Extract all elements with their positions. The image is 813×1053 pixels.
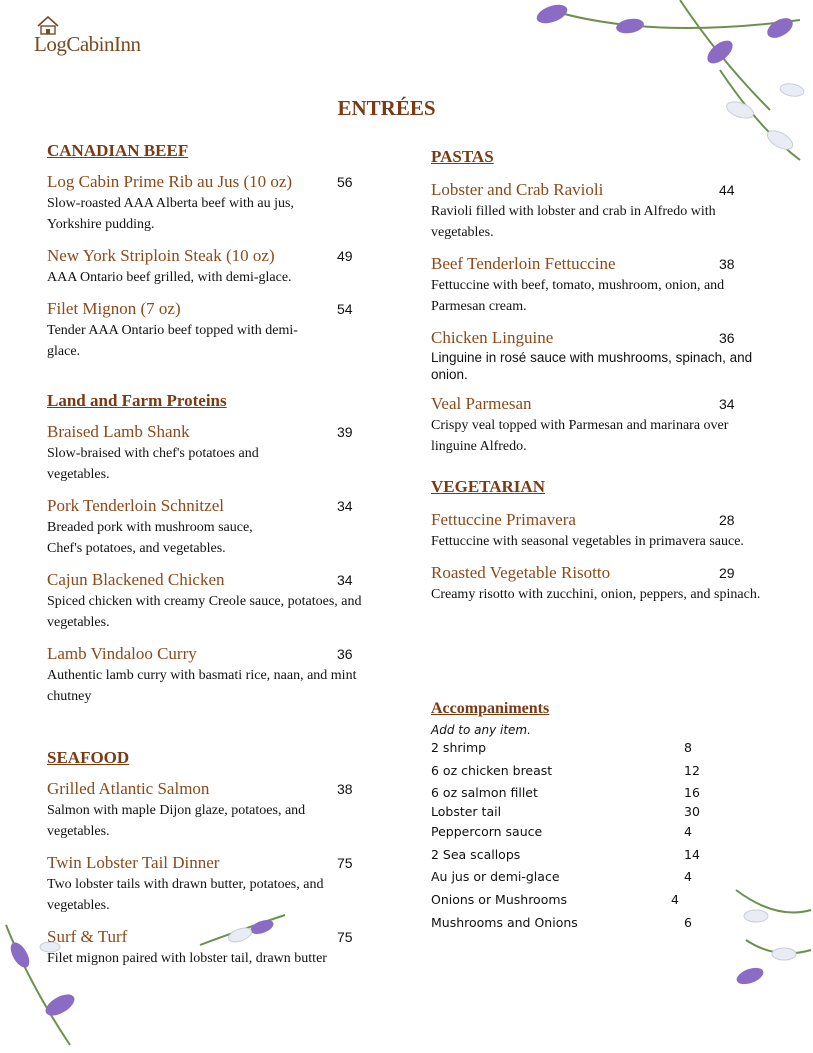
accompaniments-section <box>431 698 731 937</box>
item-name: Braised Lamb Shank <box>47 422 190 441</box>
item-name: Cajun Blackened Chicken <box>47 570 225 589</box>
crocus-flower-icon <box>726 880 813 1000</box>
item-description: Authentic lamb curry with basmati rice, naan, and mint chutney <box>47 668 357 704</box>
item-name: Fettuccine Primavera <box>431 510 576 529</box>
item-price: 34 <box>337 572 353 588</box>
item-description: Ravioli filled with lobster and crab in Alfredo with vegetables. <box>431 204 716 240</box>
item-price: 36 <box>337 646 353 662</box>
menu-item <box>431 327 776 383</box>
item-name: Filet Mignon (7 oz) <box>47 299 181 318</box>
left-column <box>47 140 387 969</box>
item-price: 29 <box>719 565 735 581</box>
item-name: Grilled Atlantic Salmon <box>47 779 210 798</box>
item-description: Spiced chicken with creamy Creole sauce, potatoes, and vegetables. <box>47 594 362 630</box>
logo-text: LogCabinInn <box>34 32 141 56</box>
section-heading-pastas: PASTAS <box>431 147 494 166</box>
menu-item <box>47 421 387 485</box>
accompaniment-row <box>431 915 731 938</box>
item-name: Veal Parmesan <box>431 394 532 413</box>
menu-item <box>431 179 776 243</box>
item-name: Twin Lobster Tail Dinner <box>47 853 220 872</box>
item-name: Lobster and Crab Ravioli <box>431 180 604 199</box>
item-name: Chicken Linguine <box>431 328 554 347</box>
section-heading-accompaniments: Accompaniments <box>431 700 550 717</box>
accompaniment-row <box>431 740 731 763</box>
item-description: Creamy risotto with zucchini, onion, peppers, and spinach. <box>431 587 761 602</box>
item-price: 36 <box>719 330 735 346</box>
item-price: 28 <box>719 512 735 528</box>
accompaniment-price: 6 <box>684 914 692 930</box>
item-name: Roasted Vegetable Risotto <box>431 563 611 582</box>
item-price: 34 <box>719 396 735 412</box>
accompaniment-name: Au jus or demi-glace <box>431 869 560 885</box>
accompaniment-price: 4 <box>684 869 692 885</box>
menu-item <box>431 253 776 317</box>
accompaniment-price: 30 <box>684 804 700 820</box>
accompaniment-name: 2 Sea scallops <box>431 846 521 862</box>
accompaniment-price: 14 <box>684 846 700 862</box>
item-price: 38 <box>719 256 735 272</box>
item-price: 54 <box>337 301 353 317</box>
item-name: Lamb Vindaloo Curry <box>47 644 197 663</box>
item-name: Log Cabin Prime Rib au Jus (10 oz) <box>47 172 293 191</box>
accompaniment-name: Onions or Mushrooms <box>431 891 568 907</box>
item-name: Pork Tenderloin Schnitzel <box>47 496 224 515</box>
item-price: 49 <box>337 248 353 264</box>
accompaniment-row <box>431 804 731 824</box>
item-description: Linguine in rosé sauce with mushrooms, spinach, and onion. <box>431 350 753 382</box>
item-description: Tender AAA Ontario beef topped with demi-glace. <box>47 323 298 359</box>
accompaniment-price: 4 <box>671 891 679 907</box>
item-description: Slow-braised with chef's potatoes and vegetables. <box>47 446 259 482</box>
menu-item <box>431 509 776 552</box>
accompaniment-price: 4 <box>684 824 692 840</box>
item-description: Fettuccine with beef, tomato, mushroom, onion, and Parmesan cream. <box>431 278 725 314</box>
accompaniment-name: Mushrooms and Onions <box>431 914 578 930</box>
accompaniment-name: 6 oz salmon fillet <box>431 785 538 801</box>
menu-item <box>47 852 387 916</box>
accompaniment-name: 2 shrimp <box>431 740 487 755</box>
accompaniment-row <box>431 869 731 892</box>
item-price: 38 <box>337 781 353 797</box>
accompaniments-note: Add to any item. <box>431 723 531 737</box>
menu-item <box>47 569 387 633</box>
item-description: Breaded pork with mushroom sauce, Chef's potatoes, and vegetables. <box>47 520 253 556</box>
accompaniment-row <box>431 785 731 804</box>
section-heading-land-and-farm-proteins: Land and Farm Proteins <box>47 391 227 410</box>
accompaniment-price: 12 <box>684 762 700 778</box>
item-description: Two lobster tails with drawn butter, potatoes, and vegetables. <box>47 877 324 913</box>
item-price: 75 <box>337 855 353 871</box>
item-price: 44 <box>719 182 735 198</box>
menu-item <box>47 245 387 288</box>
item-description: Filet mignon paired with lobster tail, drawn butter <box>47 951 327 966</box>
menu-item <box>47 171 387 235</box>
item-description: AAA Ontario beef grilled, with demi-glace. <box>47 270 292 285</box>
menu-item <box>47 298 387 362</box>
accompaniment-name: Lobster tail <box>431 804 502 820</box>
menu-item <box>47 778 387 842</box>
accompaniment-row <box>431 763 731 786</box>
menu-item <box>431 562 776 605</box>
item-price: 34 <box>337 498 353 514</box>
item-description: Fettuccine with seasonal vegetables in primavera sauce. <box>431 534 744 549</box>
menu-item <box>431 393 776 457</box>
log-cabin-inn-logo <box>34 14 154 62</box>
section-heading-seafood: SEAFOOD <box>47 748 130 767</box>
section-heading-canadian-beef: CANADIAN BEEF <box>47 141 189 160</box>
accompaniment-name: Peppercorn sauce <box>431 824 543 840</box>
item-name: Beef Tenderloin Fettuccine <box>431 254 616 273</box>
item-price: 39 <box>337 424 353 440</box>
menu-item <box>47 926 387 969</box>
item-price: 75 <box>337 929 353 945</box>
menu-item <box>47 643 387 707</box>
accompaniment-price: 16 <box>684 785 700 801</box>
item-description: Salmon with maple Dijon glaze, potatoes, and vegetables. <box>47 803 306 839</box>
accompaniment-row <box>431 892 731 915</box>
item-name: New York Striploin Steak (10 oz) <box>47 246 275 265</box>
item-description: Crispy veal topped with Parmesan and marinara over linguine Alfredo. <box>431 418 729 454</box>
section-heading-vegetarian: VEGETARIAN <box>431 477 545 496</box>
menu-item <box>47 495 387 559</box>
page-title: ENTRÉES <box>337 96 436 120</box>
accompaniment-name: 6 oz chicken breast <box>431 762 553 778</box>
item-name: Surf & Turf <box>47 927 128 946</box>
accompaniment-row <box>431 847 731 870</box>
item-description: Slow-roasted AAA Alberta beef with au jus, Yorkshire pudding. <box>47 196 294 232</box>
item-price: 56 <box>337 174 353 190</box>
accompaniment-price: 8 <box>684 740 692 755</box>
right-column <box>431 146 776 605</box>
accompaniment-row <box>431 824 731 847</box>
